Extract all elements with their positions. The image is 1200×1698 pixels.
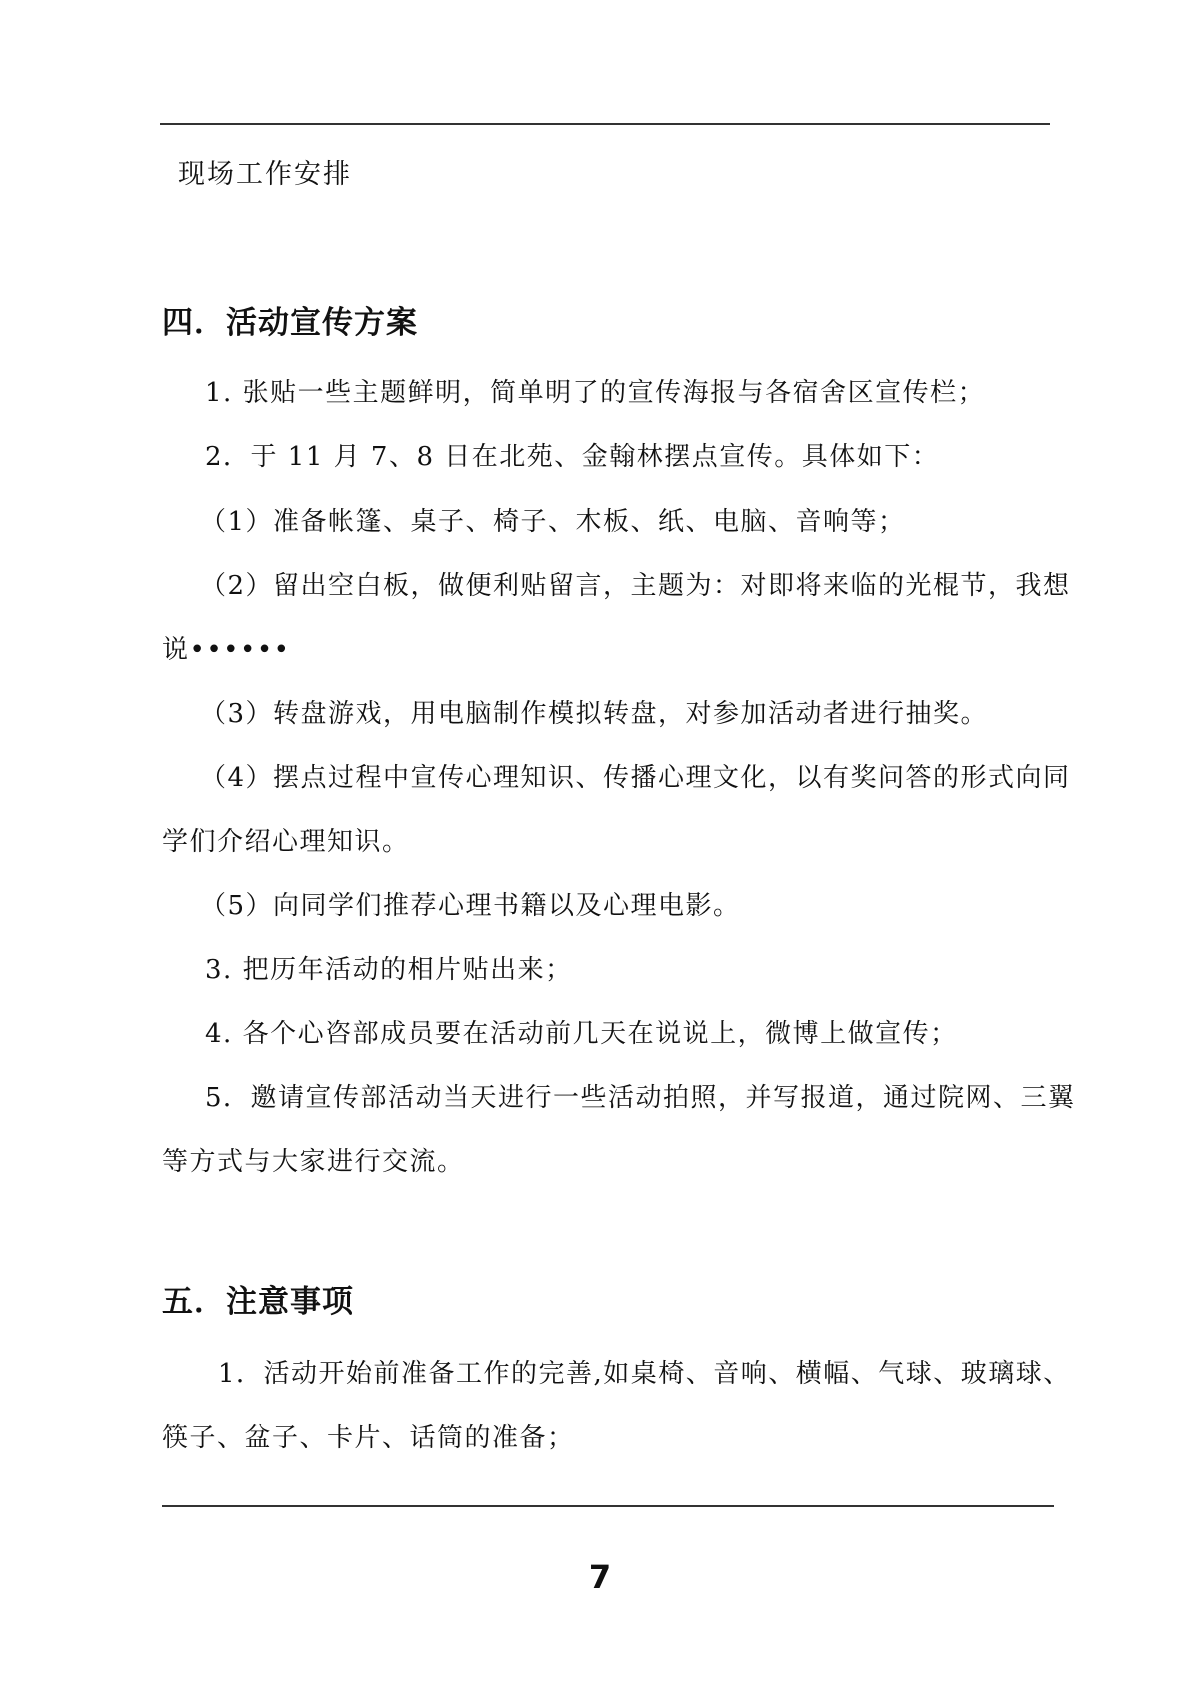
page-number: 7 [588, 1558, 612, 1596]
section-4-line-6: （3）转盘游戏，用电脑制作模拟转盘，对参加活动者进行抽奖。 [200, 699, 989, 729]
section-4-heading: 四．活动宣传方案 [162, 305, 418, 341]
section-4-line-8: 学们介绍心理知识。 [162, 827, 410, 857]
section-4-line-10: 3. 把历年活动的相片贴出来； [205, 955, 573, 985]
section-5-heading: 五．注意事项 [162, 1284, 354, 1320]
section-4-line-3: （1）准备帐篷、桌子、椅子、木板、纸、电脑、音响等； [200, 507, 906, 537]
footer-rule [162, 1505, 1054, 1507]
section-5-line-1: 1．活动开始前准备工作的完善,如桌椅、音响、横幅、气球、玻璃球、 [218, 1359, 1071, 1389]
section-4-line-4: （2）留出空白板，做便利贴留言，主题为：对即将来临的光棍节，我想 [200, 571, 1071, 601]
section-4-line-2: 2．于 11 月 7、8 日在北苑、金翰林摆点宣传。具体如下： [205, 442, 940, 472]
section-5-line-2: 筷子、盆子、卡片、话筒的准备； [162, 1423, 575, 1453]
section-4-line-11: 4. 各个心咨部成员要在活动前几天在说说上，微博上做宣传； [205, 1019, 958, 1049]
subheading: 现场工作安排 [178, 159, 352, 190]
section-4-line-7: （4）摆点过程中宣传心理知识、传播心理文化，以有奖问答的形式向同 [200, 763, 1071, 793]
header-rule [160, 123, 1050, 125]
section-4-line-9: （5）向同学们推荐心理书籍以及心理电影。 [200, 891, 741, 921]
section-4-line-12: 5．邀请宣传部活动当天进行一些活动拍照，并写报道，通过院网、三翼 [205, 1083, 1076, 1113]
section-4-line-5: 说•••••• [162, 635, 291, 665]
section-4-line-13: 等方式与大家进行交流。 [162, 1147, 465, 1177]
section-4-line-1: 1. 张贴一些主题鲜明，简单明了的宣传海报与各宿舍区宣传栏； [205, 378, 986, 408]
